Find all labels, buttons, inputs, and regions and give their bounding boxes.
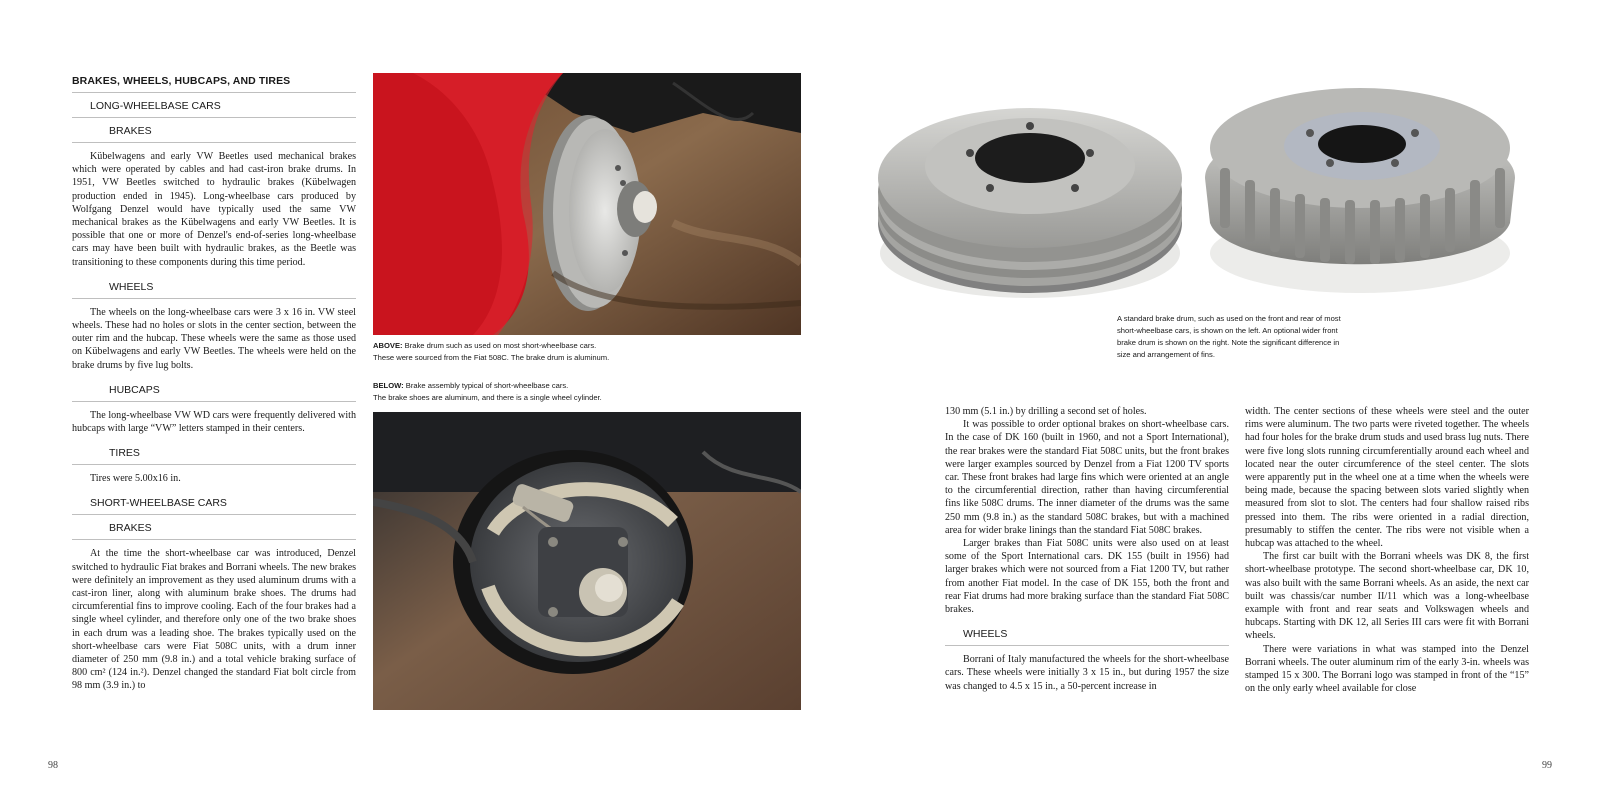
section-heading: BRAKES, WHEELS, HUBCAPS, AND TIRES (72, 75, 291, 87)
photo-two-brake-drums (850, 48, 1570, 310)
caption-right-photo (1117, 313, 1407, 361)
heading-hubcaps: HUBCAPS (109, 383, 160, 396)
caption-right-line1: A standard brake drum, such as used on the front and rear of most (1117, 314, 1341, 323)
right-text-column-2 (1245, 405, 1529, 695)
page-number-left: 98 (48, 760, 58, 771)
paragraph-stamp-variations: There were variations in what was stamped into the Denzel Borrani wheels. The outer aluminum rim of the early 3-in. wheels was stamped 15 x 300. The Borrani logo was stamped in front of the “15” on the only early wheel available for close (1245, 643, 1529, 695)
caption-below-line2: The brake shoes are aluminum, and there is a single wheel cylinder. (373, 393, 602, 402)
paragraph-larger-brakes: Larger brakes than Fiat 508C units were also used on at least some of the Sport International cars. DK 155 (built in 1956) had larger brakes which were not sourced from a Fiat 1200 TV, but rather from another Fiat model. In the case of DK 155, both the front and rear Fiat drums had more braking surface than the standard Fiat 508C brakes. (945, 538, 1229, 616)
heading-swb-wheels: WHEELS (963, 628, 1008, 641)
caption-right-line4: size and arrangement of fins. (1117, 350, 1215, 359)
caption-above (373, 340, 803, 364)
divider (72, 298, 356, 299)
paragraph-optional-brakes: It was possible to order optional brakes on short-wheelbase cars. In the case of DK 160 (built in 1960, and not a Sport International), the rear brakes were the standard Fiat 508C units, but the front brakes were larger examples sourced by Denzel from a Fiat 1200 TV sports car. These front brakes had large fins which were oriented at an angle to the circumferential direction, rather than having circumferential fins like 508C drums. The inner diameter of the drums was the same 250 mm (9.8 in.) as the standard 508C brakes, but with a machined area for wider brake linings than the standard Fiat 508C brakes. (945, 419, 1229, 536)
paragraph-tires: Tires were 5.00x16 in. (90, 473, 181, 485)
caption-above-line2: These were sourced from the Fiat 508C. The brake drum is aluminum. (373, 353, 610, 362)
divider (945, 645, 1229, 646)
brake-assembly-illustration (373, 412, 801, 710)
paragraph-wheels: The wheels on the long-wheelbase cars were 3 x 16 in. VW steel wheels. These had no holes or slots in the center section, between the outer rim and the hubcap. These wheels were the same as those used on Kübelwagens and early VW Beetles. The wheels were held on the brake drums by five lug bolts. (72, 306, 356, 371)
heading-tires: TIRES (109, 447, 140, 460)
subsection-heading-lwb: LONG-WHEELBASE CARS (90, 100, 221, 112)
heading-wheels: WHEELS (109, 280, 154, 293)
paragraph-hubcaps: The long-wheelbase VW WD cars were frequently delivered with hubcaps with large “VW” letters stamped in their centers. (72, 409, 356, 435)
divider (72, 539, 356, 540)
heading-brakes: BRAKES (109, 125, 152, 137)
two-drums-illustration (850, 48, 1570, 310)
subsection-heading-swb: SHORT-WHEELBASE CARS (90, 497, 227, 510)
left-text-column (72, 75, 356, 693)
paragraph-brakes: Kübelwagens and early VW Beetles used mechanical brakes which were operated by cables and had cast-iron brake drums. In 1951, VW Beetles switched to hydraulic brakes (Kübelwagen production ended in 1945). Long-wheelbase cars produced by Wolfgang Denzel would have typically used the same VW mechanical brakes as the Kübelwagens and early VW Beetles. It is possible that one or more of Denzel's end-of-series long-wheelbase cars may have been built with hydraulic brakes, as the Beetle was transitioning to these components during this time period. (72, 151, 356, 268)
caption-below-line1: Brake assembly typical of short-wheelbase cars. (405, 381, 569, 390)
photo-brake-assembly (373, 412, 801, 710)
divider (72, 92, 356, 93)
paragraph-wheel-centers: width. The center sections of these wheels were steel and the outer rims were aluminum. The two parts were riveted together. The wheels had four holes for the brake drum studs and used brass lug nuts. There were five long slots running circumferentially around each wheel and located near the outer circumference of the steel center. The slots were apparently put in the wheel one at a time when the wheels were being made, because the spacing between slots varied slightly when measured from slot to slot. The centers had four shallow raised ribs pressed into them. The ribs were oriented in a radial direction, presumably to stiffen the center. The ribs were not visible when a hubcap was attached to the wheel. (1245, 406, 1529, 550)
caption-right-line2: short-wheelbase cars, is shown on the left. An optional wider front (1117, 326, 1338, 335)
caption-above-line1: Brake drum such as used on most short-wheelbase cars. (404, 341, 597, 350)
divider (72, 117, 356, 118)
caption-below (373, 380, 803, 404)
paragraph-swb-brakes: At the time the short-wheelbase car was introduced, Denzel switched to hydraulic Fiat brakes and Borrani wheels. The new brakes were definitely an improvement as they used aluminum drums with a cast-iron liner, along with aluminum brake shoes. The drums had circumferential fins to improve cooling. Each of the four brakes had a single wheel cylinder, and therefore only one of the two brake shoes in each drum was a leading shoe. The brakes typically used on the short-wheelbase cars were Fiat 508C units, with a drum inner diameter of 250 mm (9.8 in.) and a total vehicle braking surface of 800 cm² (124 in.²). Denzel changed the standard Fiat bolt circle from 98 mm (3.9 in.) to (72, 548, 356, 692)
divider (72, 514, 356, 515)
heading-swb-brakes: BRAKES (109, 522, 152, 535)
divider (72, 401, 356, 402)
caption-right-line3: brake drum is shown on the right. Note the significant difference in (1117, 338, 1340, 347)
paragraph-first-car: The first car built with the Borrani wheels was DK 8, the first short-wheelbase prototype. The second short-wheelbase car, DK 10, was also built with the same Borrani wheels. As an aside, the next car built was chassis/car number II/11 which was a long-wheelbase example with front and rear seats and Volkswagen wheels and hubcaps. Starting with DK 12, all Series III cars were fit with Borrani wheels. (1245, 551, 1529, 642)
paragraph-bolt-circle: 130 mm (5.1 in.) by drilling a second set of holes. (945, 406, 1147, 417)
page-number-right: 99 (1542, 760, 1552, 771)
right-text-column-1 (945, 405, 1229, 693)
brake-drum-illustration (373, 73, 801, 335)
divider (72, 464, 356, 465)
photo-brake-drum (373, 73, 801, 335)
caption-above-label: ABOVE: (373, 341, 403, 350)
paragraph-borrani: Borrani of Italy manufactured the wheels for the short-wheelbase cars. These wheels were initially 3 x 15 in., but during 1957 the size was changed to 4.5 x 15 in., a 50-percent increase in (945, 654, 1229, 692)
caption-below-label: BELOW: (373, 381, 404, 390)
divider (72, 142, 356, 143)
